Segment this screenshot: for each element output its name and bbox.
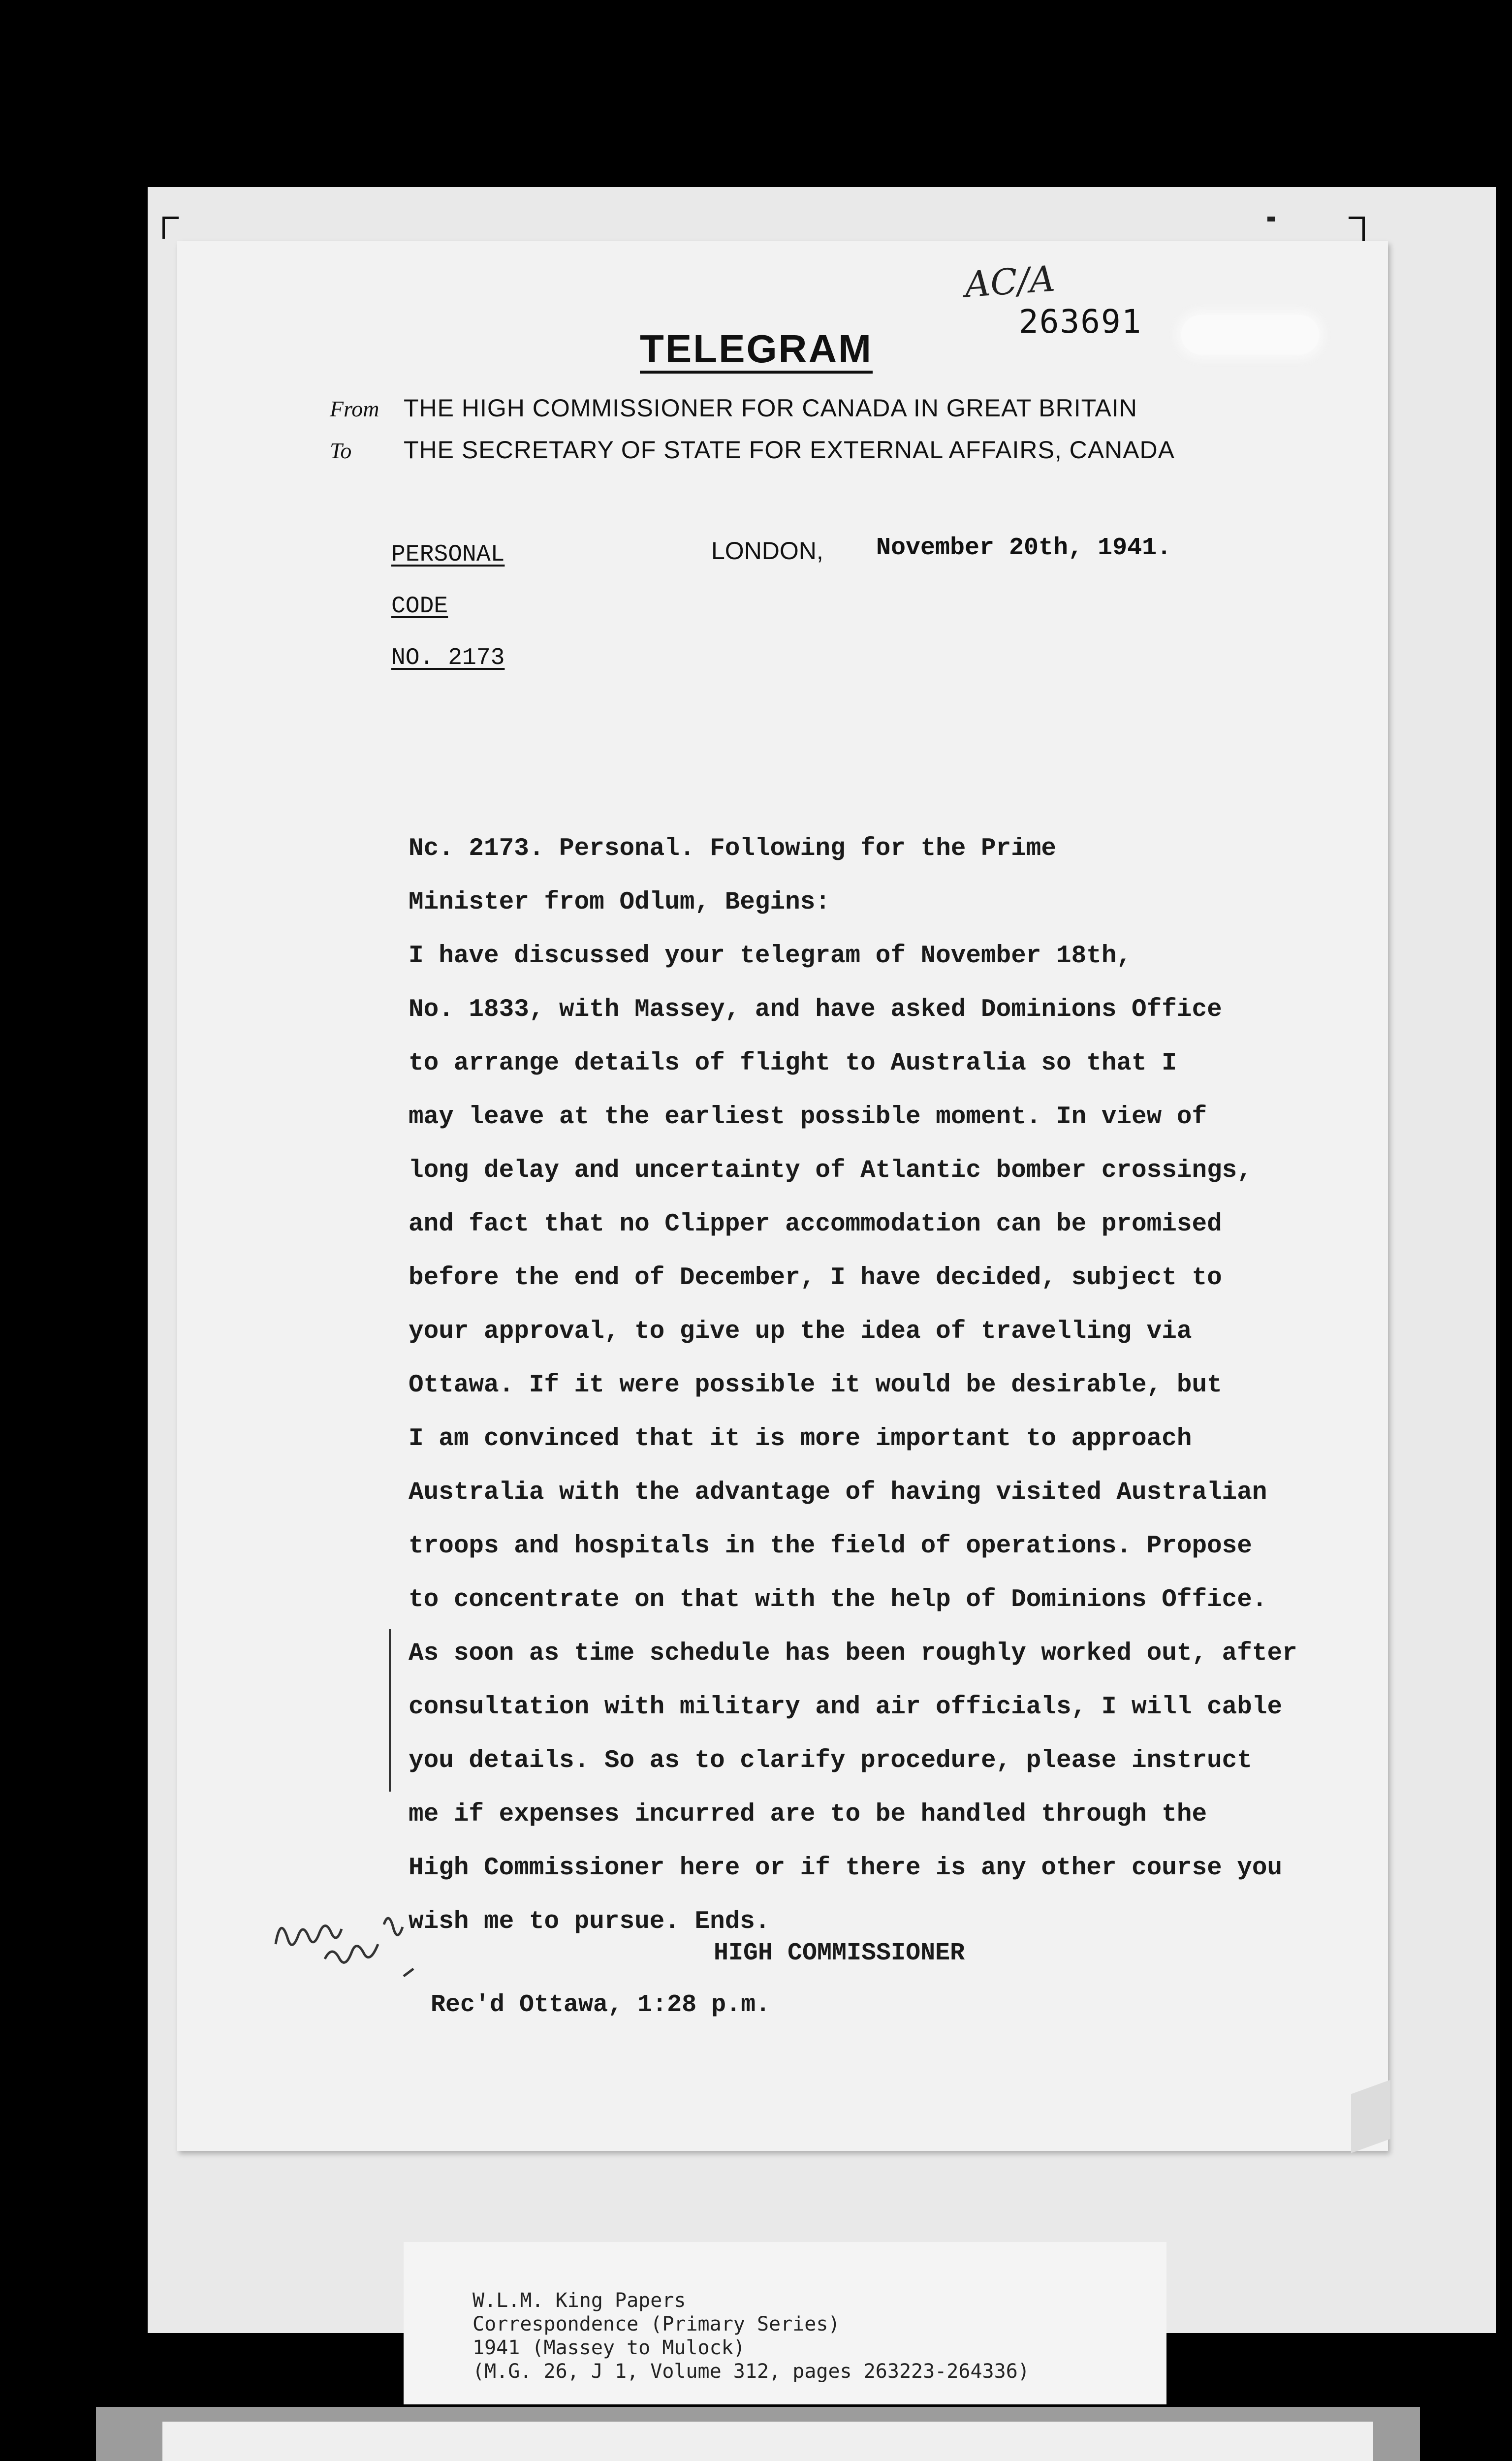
body-line: to concentrate on that with the help of Dominions Office. <box>409 1586 1267 1614</box>
telegram-body <box>409 822 1344 1949</box>
citation-text <box>472 2289 1030 2383</box>
to-value: THE SECRETARY OF STATE FOR EXTERNAL AFFAIRS, CANADA <box>404 436 1175 464</box>
code-label: CODE <box>391 593 448 620</box>
telegram-title: TELEGRAM <box>640 327 873 374</box>
body-line: and fact that no Clipper accommodation can be promised <box>409 1210 1222 1238</box>
archive-number: 263691 <box>1019 303 1142 341</box>
body-line: wish me to pursue. Ends. <box>409 1908 770 1936</box>
body-line: No. 1833, with Massey, and have asked Dominions Office <box>409 996 1222 1024</box>
body-line: Nc. 2173. Personal. Following for the Prime <box>409 835 1057 863</box>
body-line: to arrange details of flight to Australia so that I <box>409 1049 1177 1077</box>
body-line: before the end of December, I have decided, subject to <box>409 1264 1222 1292</box>
received-time: Rec'd Ottawa, 1:28 p.m. <box>431 1991 771 2019</box>
handwritten-archive-ref: AC/A <box>963 257 1057 306</box>
body-line: your approval, to give up the idea of travelling via <box>409 1318 1192 1346</box>
citation-line: Correspondence (Primary Series) <box>472 2313 840 2335</box>
body-line: Australia with the advantage of having visited Australian <box>409 1479 1267 1507</box>
from-label: From <box>330 396 379 421</box>
body-line: consultation with military and air officials, I will cable <box>409 1693 1283 1721</box>
body-line: long delay and uncertainty of Atlantic bomber crossings, <box>409 1157 1252 1185</box>
body-line: As soon as time schedule has been roughly worked out, after <box>409 1640 1297 1668</box>
place: LONDON, <box>711 537 823 565</box>
to-label: To <box>330 438 352 463</box>
body-line: I have discussed your telegram of November 18th, <box>409 942 1132 970</box>
citation-label <box>404 2242 1166 2404</box>
corner-mark-top-left <box>162 217 179 239</box>
citation-line: 1941 (Massey to Mulock) <box>472 2336 745 2359</box>
from-value: THE HIGH COMMISSIONER FOR CANADA IN GREAT BRITAIN <box>404 394 1137 422</box>
archives-stamp <box>162 2422 1373 2461</box>
body-line: Ottawa. If it were possible it would be desirable, but <box>409 1371 1222 1399</box>
signer: HIGH COMMISSIONER <box>714 1939 965 1967</box>
margin-pencil-line <box>389 1629 391 1792</box>
classification: PERSONAL <box>391 541 505 568</box>
from-line <box>330 394 1137 422</box>
paper-smudge <box>1181 315 1319 354</box>
body-line: me if expenses incurred are to be handled through the <box>409 1800 1207 1829</box>
body-line: troops and hospitals in the field of operations. Propose <box>409 1532 1252 1560</box>
body-line: High Commissioner here or if there is any other course you <box>409 1854 1283 1882</box>
citation-line: W.L.M. King Papers <box>472 2289 686 2312</box>
mount-mark <box>1267 217 1275 221</box>
to-line <box>330 436 1175 464</box>
body-line: may leave at the earliest possible moment. In view of <box>409 1103 1207 1131</box>
handwritten-annotation <box>266 1885 443 1984</box>
date: November 20th, 1941. <box>876 534 1172 562</box>
citation-line: (M.G. 26, J 1, Volume 312, pages 263223-264336) <box>472 2360 1030 2383</box>
body-line: I am convinced that it is more important to approach <box>409 1425 1192 1453</box>
body-line: Minister from Odlum, Begins: <box>409 888 830 916</box>
body-line: you details. So as to clarify procedure, please instruct <box>409 1747 1252 1775</box>
telegram-number: NO. 2173 <box>391 645 505 671</box>
